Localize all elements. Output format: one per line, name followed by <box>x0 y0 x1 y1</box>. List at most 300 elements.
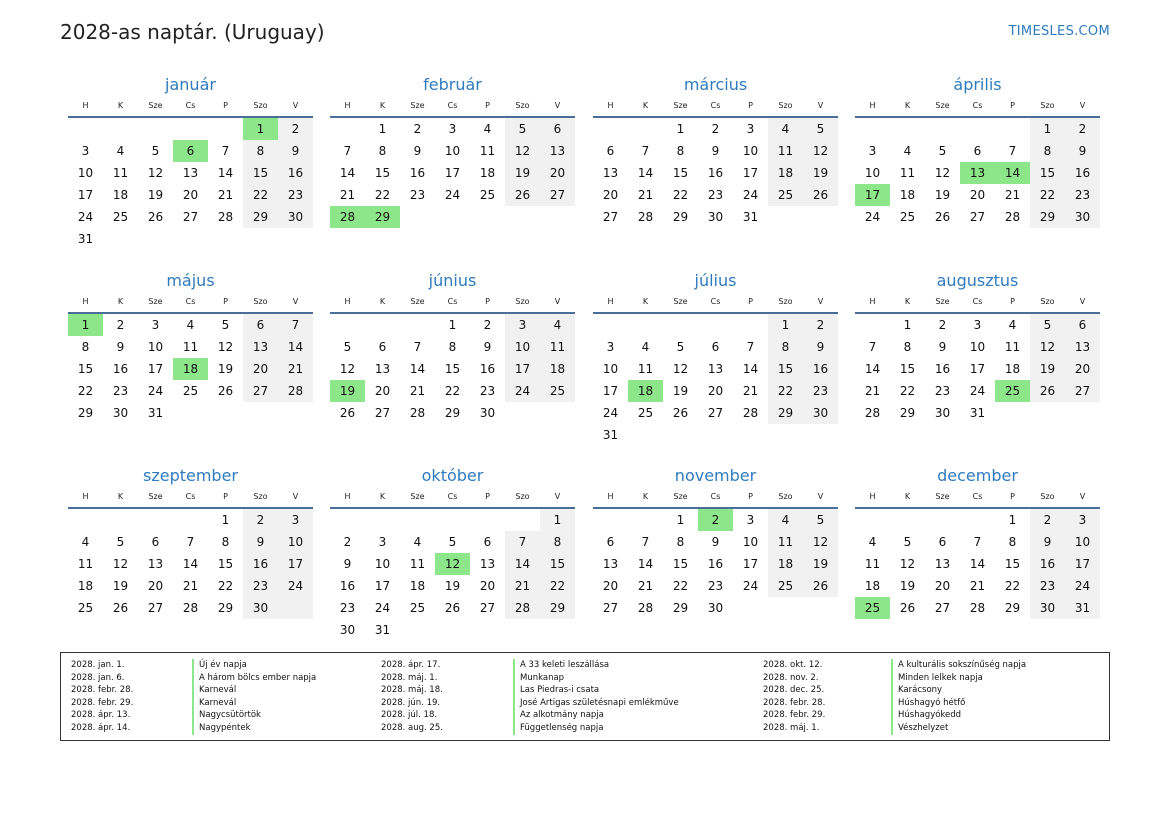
empty-cell <box>208 118 243 140</box>
day-cell: 29 <box>444 406 461 420</box>
empty-cell <box>173 402 208 424</box>
day-cell: 3 <box>973 318 982 332</box>
weekday-label: K <box>379 297 386 306</box>
day-cell: 4 <box>768 118 803 140</box>
weekday-label: K <box>904 297 911 306</box>
day-cell: 8 <box>448 340 457 354</box>
empty-cell <box>505 619 540 641</box>
day-cell: 4 <box>413 535 422 549</box>
day-cell: 15 <box>243 162 278 184</box>
weekday-label: Cs <box>185 492 196 501</box>
day-cell: 6 <box>483 535 492 549</box>
weekday-label: K <box>642 101 649 110</box>
day-cell: 1 <box>1008 513 1017 527</box>
page-title: 2028-as naptár. (Uruguay) <box>60 20 325 44</box>
day-cell: 3 <box>378 535 387 549</box>
day-cell: 26 <box>803 575 838 597</box>
day-cell: 1 <box>243 118 278 140</box>
day-cell: 19 <box>505 162 540 184</box>
day-cell: 12 <box>112 557 129 571</box>
month-name: november <box>674 466 757 485</box>
day-cell: 20 <box>602 579 619 593</box>
day-cell: 4 <box>81 535 90 549</box>
day-cell: 28 <box>409 406 426 420</box>
day-cell: 14 <box>742 362 759 376</box>
day-cell: 28 <box>217 210 234 224</box>
weekday-label: V <box>292 297 299 306</box>
week-row <box>68 553 313 575</box>
day-cell: 8 <box>903 340 912 354</box>
day-cell: 29 <box>243 206 278 228</box>
day-cell: 7 <box>343 144 352 158</box>
day-cell: 23 <box>1065 184 1100 206</box>
day-cell: 12 <box>435 553 470 575</box>
day-cell: 27 <box>243 380 278 402</box>
day-cell: 3 <box>151 318 160 332</box>
weekday-header <box>593 487 838 509</box>
empty-cell <box>278 402 313 424</box>
day-cell: 31 <box>77 232 94 246</box>
weekday-label: H <box>607 101 614 110</box>
brand-link[interactable]: TIMESLES.COM <box>1008 24 1110 39</box>
day-cell: 27 <box>707 406 724 420</box>
day-cell: 26 <box>147 210 164 224</box>
day-cell: 22 <box>444 384 461 398</box>
weekday-header <box>855 96 1100 118</box>
holiday-name: Új év napja <box>199 660 247 670</box>
holiday-date: 2028. febr. 28. <box>71 685 134 696</box>
week-row <box>855 575 1100 597</box>
day-cell: 8 <box>1008 535 1017 549</box>
day-cell: 8 <box>676 535 685 549</box>
day-cell: 30 <box>707 601 724 615</box>
month-november <box>593 465 838 619</box>
week-row <box>330 358 575 380</box>
week-row <box>330 336 575 358</box>
day-cell: 7 <box>868 340 877 354</box>
day-cell: 16 <box>803 358 838 380</box>
weekday-label: Sze <box>935 101 950 110</box>
weekday-label: P <box>485 101 490 110</box>
week-row <box>68 597 313 619</box>
week-row <box>855 597 1100 619</box>
weekday-label: V <box>1079 492 1086 501</box>
empty-cell <box>890 509 925 531</box>
day-cell: 10 <box>742 535 759 549</box>
empty-cell <box>925 118 960 140</box>
week-row <box>855 184 1100 206</box>
day-cell: 28 <box>637 210 654 224</box>
day-cell: 9 <box>1030 531 1065 553</box>
day-cell: 27 <box>374 406 391 420</box>
week-row <box>330 380 575 402</box>
day-cell: 1 <box>768 314 803 336</box>
week-row <box>593 314 838 336</box>
day-cell: 1 <box>903 318 912 332</box>
empty-cell <box>768 424 803 446</box>
weekday-label: Cs <box>185 297 196 306</box>
empty-cell <box>768 597 803 619</box>
day-cell: 31 <box>602 428 619 442</box>
day-cell: 21 <box>409 384 426 398</box>
holiday-date: 2028. ápr. 13. <box>71 710 131 721</box>
day-cell: 1 <box>676 513 685 527</box>
day-cell: 2 <box>1030 509 1065 531</box>
day-cell: 2 <box>278 118 313 140</box>
day-cell: 30 <box>112 406 129 420</box>
day-cell: 20 <box>969 188 986 202</box>
empty-cell <box>803 597 838 619</box>
day-cell: 15 <box>444 362 461 376</box>
day-cell: 13 <box>147 557 164 571</box>
day-cell: 22 <box>899 384 916 398</box>
day-cell: 13 <box>374 362 391 376</box>
weekday-label: Cs <box>447 297 458 306</box>
empty-cell <box>768 206 803 228</box>
holiday-name: José Artigas születésnapi emlékműve <box>520 697 679 708</box>
empty-cell <box>593 118 628 140</box>
day-cell: 6 <box>540 118 575 140</box>
empty-cell <box>435 509 470 531</box>
day-cell: 24 <box>374 601 391 615</box>
day-cell: 1 <box>221 513 230 527</box>
day-cell: 5 <box>1030 314 1065 336</box>
day-cell: 30 <box>479 406 496 420</box>
day-cell: 15 <box>768 358 803 380</box>
weekday-label: P <box>223 492 228 501</box>
day-cell: 28 <box>742 406 759 420</box>
day-cell: 20 <box>540 162 575 184</box>
day-cell: 12 <box>217 340 234 354</box>
empty-cell <box>208 228 243 250</box>
day-cell: 21 <box>637 188 654 202</box>
empty-cell <box>855 118 890 140</box>
empty-cell <box>628 118 663 140</box>
day-cell: 6 <box>243 314 278 336</box>
weekday-label: H <box>869 492 876 501</box>
day-cell: 2 <box>243 509 278 531</box>
month-február <box>330 74 575 228</box>
month-name: február <box>423 75 482 94</box>
weekday-label: H <box>82 297 89 306</box>
week-row <box>855 314 1100 336</box>
day-cell: 23 <box>112 384 129 398</box>
day-cell: 15 <box>540 553 575 575</box>
month-name: szeptember <box>142 466 238 485</box>
weekday-label: Cs <box>185 101 196 110</box>
day-cell: 24 <box>864 210 881 224</box>
week-row <box>68 206 313 228</box>
day-cell: 17 <box>77 188 94 202</box>
day-cell: 22 <box>374 188 391 202</box>
day-cell: 19 <box>899 579 916 593</box>
week-row <box>330 402 575 424</box>
day-cell: 5 <box>938 144 947 158</box>
empty-cell <box>803 424 838 446</box>
day-cell: 30 <box>1030 597 1065 619</box>
empty-cell <box>138 118 173 140</box>
month-március <box>593 74 838 228</box>
day-cell: 18 <box>628 380 663 402</box>
empty-cell <box>698 424 733 446</box>
day-cell: 9 <box>116 340 125 354</box>
empty-cell <box>803 206 838 228</box>
weekday-header <box>855 292 1100 314</box>
day-cell: 6 <box>1065 314 1100 336</box>
day-cell: 30 <box>1065 206 1100 228</box>
weekday-label: K <box>117 492 124 501</box>
empty-cell <box>103 118 138 140</box>
day-cell: 13 <box>602 166 619 180</box>
holiday-name-column <box>891 659 1026 735</box>
day-cell: 20 <box>602 188 619 202</box>
day-cell: 28 <box>969 601 986 615</box>
day-cell: 13 <box>960 162 995 184</box>
weekday-header <box>68 292 313 314</box>
day-cell: 28 <box>505 597 540 619</box>
day-cell: 28 <box>637 601 654 615</box>
day-cell: 12 <box>1030 336 1065 358</box>
day-cell: 2 <box>413 122 422 136</box>
day-cell: 7 <box>641 535 650 549</box>
day-cell: 13 <box>182 166 199 180</box>
weekday-label: H <box>869 101 876 110</box>
weekday-label: Szo <box>778 297 793 306</box>
day-cell: 6 <box>151 535 160 549</box>
day-cell: 24 <box>1065 575 1100 597</box>
day-cell: 22 <box>672 188 689 202</box>
day-cell: 13 <box>540 140 575 162</box>
day-cell: 17 <box>855 184 890 206</box>
day-cell: 25 <box>899 210 916 224</box>
empty-cell <box>278 228 313 250</box>
holiday-date: 2028. dec. 25. <box>763 685 825 696</box>
day-cell: 21 <box>637 579 654 593</box>
day-cell: 26 <box>934 210 951 224</box>
week-row <box>68 509 313 531</box>
week-row <box>68 402 313 424</box>
weekday-label: H <box>82 492 89 501</box>
month-name: július <box>694 271 737 290</box>
day-cell: 10 <box>374 557 391 571</box>
week-row <box>68 184 313 206</box>
day-cell: 26 <box>339 406 356 420</box>
day-cell: 23 <box>803 380 838 402</box>
day-cell: 27 <box>602 210 619 224</box>
empty-cell <box>505 509 540 531</box>
month-name: január <box>165 75 216 94</box>
day-cell: 15 <box>1030 162 1065 184</box>
day-cell: 19 <box>672 384 689 398</box>
empty-cell <box>628 424 663 446</box>
day-cell: 11 <box>112 166 129 180</box>
day-cell: 14 <box>637 166 654 180</box>
weekday-label: Sze <box>148 492 163 501</box>
day-cell: 26 <box>672 406 689 420</box>
day-cell: 2 <box>1065 118 1100 140</box>
day-cell: 5 <box>343 340 352 354</box>
day-cell: 4 <box>186 318 195 332</box>
day-cell: 18 <box>540 358 575 380</box>
day-cell: 7 <box>1008 144 1017 158</box>
weekday-label: H <box>82 101 89 110</box>
day-cell: 20 <box>479 579 496 593</box>
empty-cell <box>173 509 208 531</box>
empty-cell <box>505 206 540 228</box>
week-row <box>330 140 575 162</box>
holiday-name: Las Piedras-i csata <box>520 685 600 696</box>
day-cell: 24 <box>602 406 619 420</box>
day-cell: 17 <box>444 166 461 180</box>
day-cell: 4 <box>868 535 877 549</box>
week-row <box>330 619 575 641</box>
holiday-date: 2028. febr. 29. <box>763 710 826 721</box>
day-cell: 22 <box>1004 579 1021 593</box>
day-cell: 25 <box>540 380 575 402</box>
holiday-name: Vészhelyzet <box>898 722 949 733</box>
day-cell: 26 <box>505 184 540 206</box>
day-cell: 17 <box>742 557 759 571</box>
day-cell: 21 <box>505 575 540 597</box>
week-row <box>593 424 838 446</box>
day-cell: 5 <box>903 535 912 549</box>
day-cell: 14 <box>339 166 356 180</box>
day-cell: 24 <box>278 575 313 597</box>
week-row <box>330 314 575 336</box>
day-cell: 21 <box>1004 188 1021 202</box>
week-row <box>330 575 575 597</box>
day-cell: 12 <box>147 166 164 180</box>
weekday-label: Sze <box>410 492 425 501</box>
day-cell: 1 <box>1030 118 1065 140</box>
day-cell: 26 <box>899 601 916 615</box>
day-cell: 12 <box>672 362 689 376</box>
holiday-date: 2028. febr. 28. <box>763 697 826 708</box>
month-name: május <box>166 271 215 290</box>
empty-cell <box>68 118 103 140</box>
day-cell: 19 <box>1030 358 1065 380</box>
holiday-name: Az alkotmány napja <box>520 710 604 721</box>
day-cell: 23 <box>707 188 724 202</box>
weekday-label: P <box>223 297 228 306</box>
week-row <box>593 336 838 358</box>
weekday-label: Szo <box>515 492 530 501</box>
day-cell: 29 <box>217 601 234 615</box>
week-row <box>593 206 838 228</box>
empty-cell <box>173 228 208 250</box>
day-cell: 1 <box>378 122 387 136</box>
empty-cell <box>400 314 435 336</box>
weekday-label: K <box>904 101 911 110</box>
day-cell: 13 <box>479 557 496 571</box>
day-cell: 27 <box>540 184 575 206</box>
day-cell: 11 <box>1004 340 1021 354</box>
day-cell: 24 <box>742 188 759 202</box>
day-cell: 22 <box>1030 184 1065 206</box>
empty-cell <box>698 314 733 336</box>
day-cell: 31 <box>742 210 759 224</box>
day-cell: 7 <box>221 144 230 158</box>
day-cell: 12 <box>803 140 838 162</box>
day-cell: 4 <box>540 314 575 336</box>
week-row <box>68 336 313 358</box>
day-cell: 20 <box>1065 358 1100 380</box>
week-row <box>593 597 838 619</box>
day-cell: 30 <box>934 406 951 420</box>
holiday-date: 2028. jan. 6. <box>71 672 125 683</box>
day-cell: 15 <box>77 362 94 376</box>
holiday-date: 2028. febr. 29. <box>71 697 134 708</box>
day-cell: 27 <box>1065 380 1100 402</box>
day-cell: 14 <box>409 362 426 376</box>
weekday-label: P <box>223 101 228 110</box>
day-cell: 14 <box>505 553 540 575</box>
day-cell: 11 <box>479 144 496 158</box>
holiday-date: 2028. máj. 1. <box>763 722 820 733</box>
weekday-label: H <box>344 297 351 306</box>
week-row <box>593 509 838 531</box>
day-cell: 30 <box>278 206 313 228</box>
empty-cell <box>400 619 435 641</box>
weekday-header <box>593 96 838 118</box>
day-cell: 23 <box>934 384 951 398</box>
day-cell: 11 <box>768 140 803 162</box>
weekday-header <box>593 292 838 314</box>
day-cell: 14 <box>182 557 199 571</box>
day-cell: 7 <box>186 535 195 549</box>
month-december <box>855 465 1100 619</box>
week-row <box>593 162 838 184</box>
day-cell: 1 <box>448 318 457 332</box>
day-cell: 31 <box>147 406 164 420</box>
holiday-name: Függetlenség napja <box>520 722 604 733</box>
week-row <box>593 380 838 402</box>
day-cell: 9 <box>243 531 278 553</box>
day-cell: 16 <box>934 362 951 376</box>
weekday-label: Sze <box>673 492 688 501</box>
day-cell: 2 <box>116 318 125 332</box>
empty-cell <box>628 509 663 531</box>
weekday-label: K <box>642 297 649 306</box>
holiday-date: 2028. máj. 1. <box>381 672 438 683</box>
empty-cell <box>995 118 1030 140</box>
holiday-name: Húshagyó hétfő <box>898 697 966 708</box>
weekday-label: Szo <box>1040 297 1055 306</box>
weekday-label: P <box>748 101 753 110</box>
day-cell: 20 <box>934 579 951 593</box>
empty-cell <box>243 228 278 250</box>
week-row <box>68 162 313 184</box>
day-cell: 10 <box>278 531 313 553</box>
weekday-label: K <box>117 101 124 110</box>
day-cell: 8 <box>221 535 230 549</box>
weekday-label: Szo <box>253 101 268 110</box>
day-cell: 19 <box>147 188 164 202</box>
day-cell: 18 <box>409 579 426 593</box>
empty-cell <box>960 118 995 140</box>
month-július <box>593 270 838 446</box>
day-cell: 9 <box>711 144 720 158</box>
day-cell: 2 <box>483 318 492 332</box>
day-cell: 3 <box>81 144 90 158</box>
weekday-label: Szo <box>515 101 530 110</box>
day-cell: 11 <box>864 557 881 571</box>
day-cell: 3 <box>606 340 615 354</box>
day-cell: 22 <box>768 380 803 402</box>
week-row <box>68 575 313 597</box>
day-cell: 20 <box>147 579 164 593</box>
day-cell: 27 <box>602 601 619 615</box>
